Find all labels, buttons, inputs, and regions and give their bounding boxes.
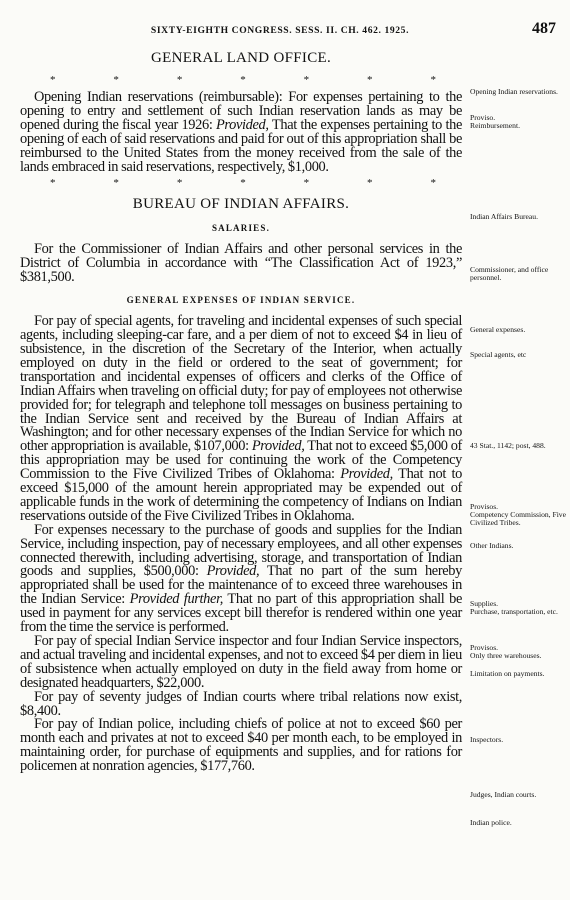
margin-note-limitation: Limitation on payments. [470,669,545,678]
margin-note-inspectors: Inspectors. [470,735,504,744]
star: * [367,74,373,86]
star: * [176,177,183,190]
section-heading-bureau-indian-affairs: BUREAU OF INDIAN AFFAIRS. [132,196,350,213]
margin-note-special-agents: Special agents, etc [470,350,527,359]
margin-note-purchase: Purchase, transportation, etc. [470,607,558,616]
running-head: SIXTY-EIGHTH CONGRESS. SESS. II. CH. 462. 1925. [150,25,410,36]
margin-note-general-expenses: General expenses. [470,325,526,334]
margin-note-commissioner: Commissioner, and office personnel. [470,265,549,283]
page-header [0,20,570,42]
margin-note-bureau: Indian Affairs Bureau. [470,212,538,221]
margin-note-indian-police: Indian police. [470,818,512,827]
star: * [430,74,436,86]
paragraph-indian-police: For pay of Indian police, including chiefs of police at not to exceed $60 per month each and privates at not to exceed $40 per month each, to be employed in maintaining order, for purchase of equipments and supplies, and for rations for policemen at nonration agencies, $177,760. [20,716,462,775]
star: * [367,177,373,190]
margin-note-supplies: Supplies. [470,599,499,608]
margin-note-provisos: Provisos. [470,502,499,511]
star: * [50,74,56,86]
main-text-column [20,48,462,774]
margin-note-opening: Opening Indian reservations. [470,87,558,96]
star: * [50,177,56,190]
paragraph-special-agents: For pay of special agents, for traveling and incidental expenses of such special agents, including sleeping-car fare, and a per diem of not to exceed $4 in lieu of subsistence, in the discretion of the Secretary of the Interior, when actually employed on duty in the field or ordered to the seat of government; for transportation and incidental expenses of officers and clerks of the Office of Indian Affairs when traveling on official duty; for pay of employees not otherwise provided for; for telegraph and telephone toll messages on business pertaining to the Indian Service sent and received by the Bureau of Indian Affairs at Washington; and for other necessary expenses of the Indian Service for which no other appropriation is available, $107,000: Provided, That not to exceed $5,000 of this appropriation may be used for continuing the work of the Competency Commission to the Five Civilized Tribes of Oklahoma: Provided, That not to exceed $15,000 of the amount herein appropriated may be expended out of applicable funds in the work of determining the competency of Indians on Indian reservations outside of the Five Civilized Tribes in Oklahoma. [20,313,462,524]
star: * [430,177,436,190]
paragraph-opening-indian-reservations: Opening Indian reservations (reimbursable): For expenses pertaining to the opening to entry and settlement of such Indian reservation lands as may be opened during the fiscal year 1926: Provided, That the expenses pertaining to the opening of each of said reservations and paid for out of this appropriation shall be reimbursed to the United States from the money received from the sale of the lands embraced in said reservations, respectively, $1,000. [20,89,462,175]
star: * [240,177,246,190]
paragraph-inspectors: For pay of special Indian Service inspector and four Indian Service inspectors, and actual traveling and incidental expenses, and not to exceed $4 per diem in lieu of subsistence when actually employed on duty in the field away from home or designated headquarters, $22,000. [20,633,462,691]
star: * [113,74,119,86]
star: * [240,74,246,86]
star: * [176,74,183,86]
subheading-general-expenses: GENERAL EXPENSES OF INDIAN SERVICE. [126,295,356,306]
margin-note-warehouses: Only three warehouses. [470,651,542,660]
star: * [113,177,119,190]
margin-note-reimbursement: Reimbursement. [470,121,520,130]
section-heading-general-land-office: GENERAL LAND OFFICE. [150,50,332,66]
margin-note-competency: Competency Commission, Five Civilized Tribes. [470,510,566,528]
margin-note-judges: Judges, Indian courts. [470,790,537,799]
page-number: 487 [532,20,556,37]
star: * [303,177,310,190]
separator-stars [20,75,462,89]
separator-stars [20,178,462,192]
paragraph-commissioner-salaries: For the Commissioner of Indian Affairs and other personal services in the District of Columbia in accordance with “The Classification Act of 1923,” $381,500. [20,241,462,286]
margin-note-provisos-2: Provisos. [470,643,499,652]
margin-note-statute: 43 Stat., 1142; post, 488. [470,441,546,450]
star: * [303,74,310,86]
margin-note-other-indians: Other Indians. [470,541,514,550]
subheading-salaries: SALARIES. [211,223,271,234]
margin-note-proviso: Proviso. [470,113,496,122]
paragraph-supplies: For expenses necessary to the purchase of goods and supplies for the Indian Service, including inspection, pay of necessary employees, and all other expenses connected therewith, including advertising, storage, and transportation of Indian goods and supplies, $500,000: Provided, That no part of the sum hereby appropriated shall be used for the maintenance of to exceed three warehouses in the Indian Service: Provided further, That no part of this appropriation shall be used in payment for any services except bill therefor is rendered within one year from the time the service is performed. [20,521,462,636]
paragraph-judges: For pay of seventy judges of Indian courts where tribal relations now exist, $8,400. [20,688,462,719]
